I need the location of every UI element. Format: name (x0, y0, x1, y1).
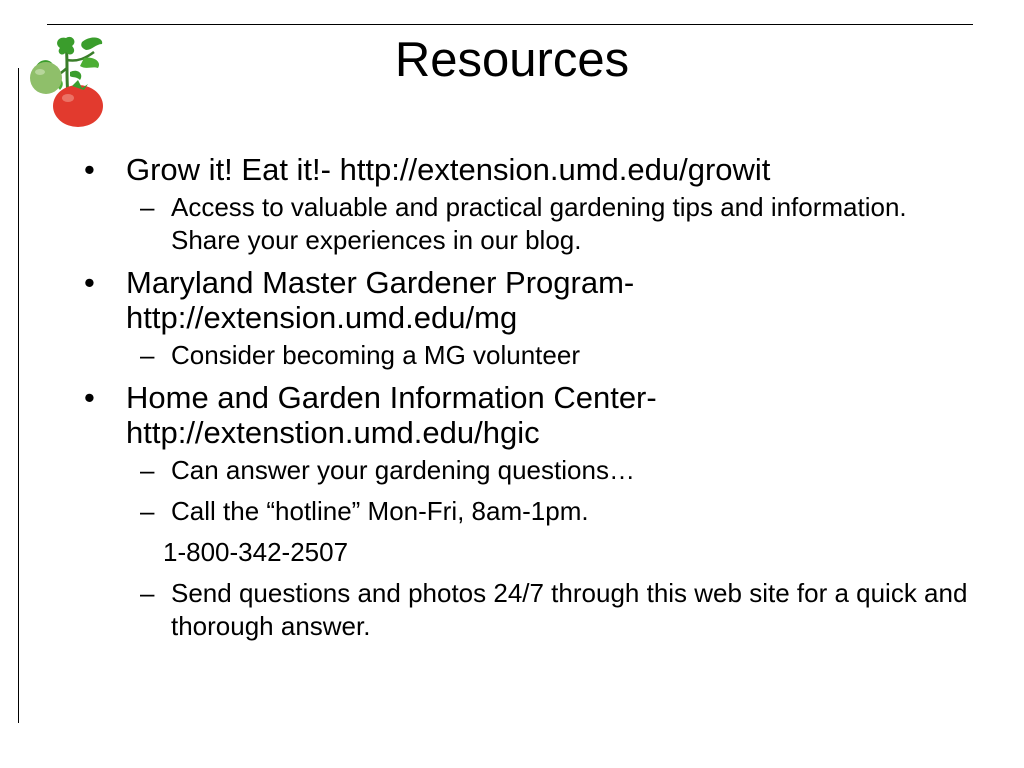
sub-bullet-dash: – (140, 192, 155, 222)
bullet-hgic (80, 380, 970, 643)
bullet-grow-it-eat-it (80, 152, 970, 257)
top-divider-line (47, 24, 973, 25)
sub-bullet-text: Send questions and photos 24/7 through this web site for a quick and thorough answer. (171, 578, 968, 641)
sub-bullet-dash: – (140, 496, 155, 526)
bullet-dot: • (84, 265, 95, 300)
sub-bullet (126, 495, 970, 528)
sub-bullet-dash: – (140, 340, 155, 370)
sub-bullet-text: Access to valuable and practical gardening tips and information. Share your experiences in our blog. (171, 192, 907, 255)
bullet-dot: • (84, 152, 95, 187)
hotline-phone-number: 1-800-342-2507 (163, 537, 349, 567)
sub-bullet (126, 191, 970, 257)
bullet-text: Grow it! Eat it!- http://extension.umd.edu/growit (126, 152, 771, 187)
bullet-master-gardener (80, 265, 970, 372)
sub-bullet-dash: – (140, 578, 155, 608)
bullet-dot: • (84, 380, 95, 415)
sub-bullet-text: Call the “hotline” Mon-Fri, 8am-1pm. (171, 496, 589, 526)
sub-bullet (126, 454, 970, 487)
slide-content (80, 152, 970, 651)
slide-title: Resources (394, 33, 630, 87)
bullet-text: Maryland Master Gardener Program- http://extension.umd.edu/mg (126, 265, 635, 335)
sub-bullet (126, 339, 970, 372)
sub-bullet-text: Can answer your gardening questions… (171, 455, 635, 485)
sub-bullet (126, 577, 970, 643)
sub-bullet-text: Consider becoming a MG volunteer (171, 340, 580, 370)
sub-bullet-dash: – (140, 455, 155, 485)
bullet-text: Home and Garden Information Center- http://extenstion.umd.edu/hgic (126, 380, 657, 450)
left-divider-line (18, 68, 19, 723)
